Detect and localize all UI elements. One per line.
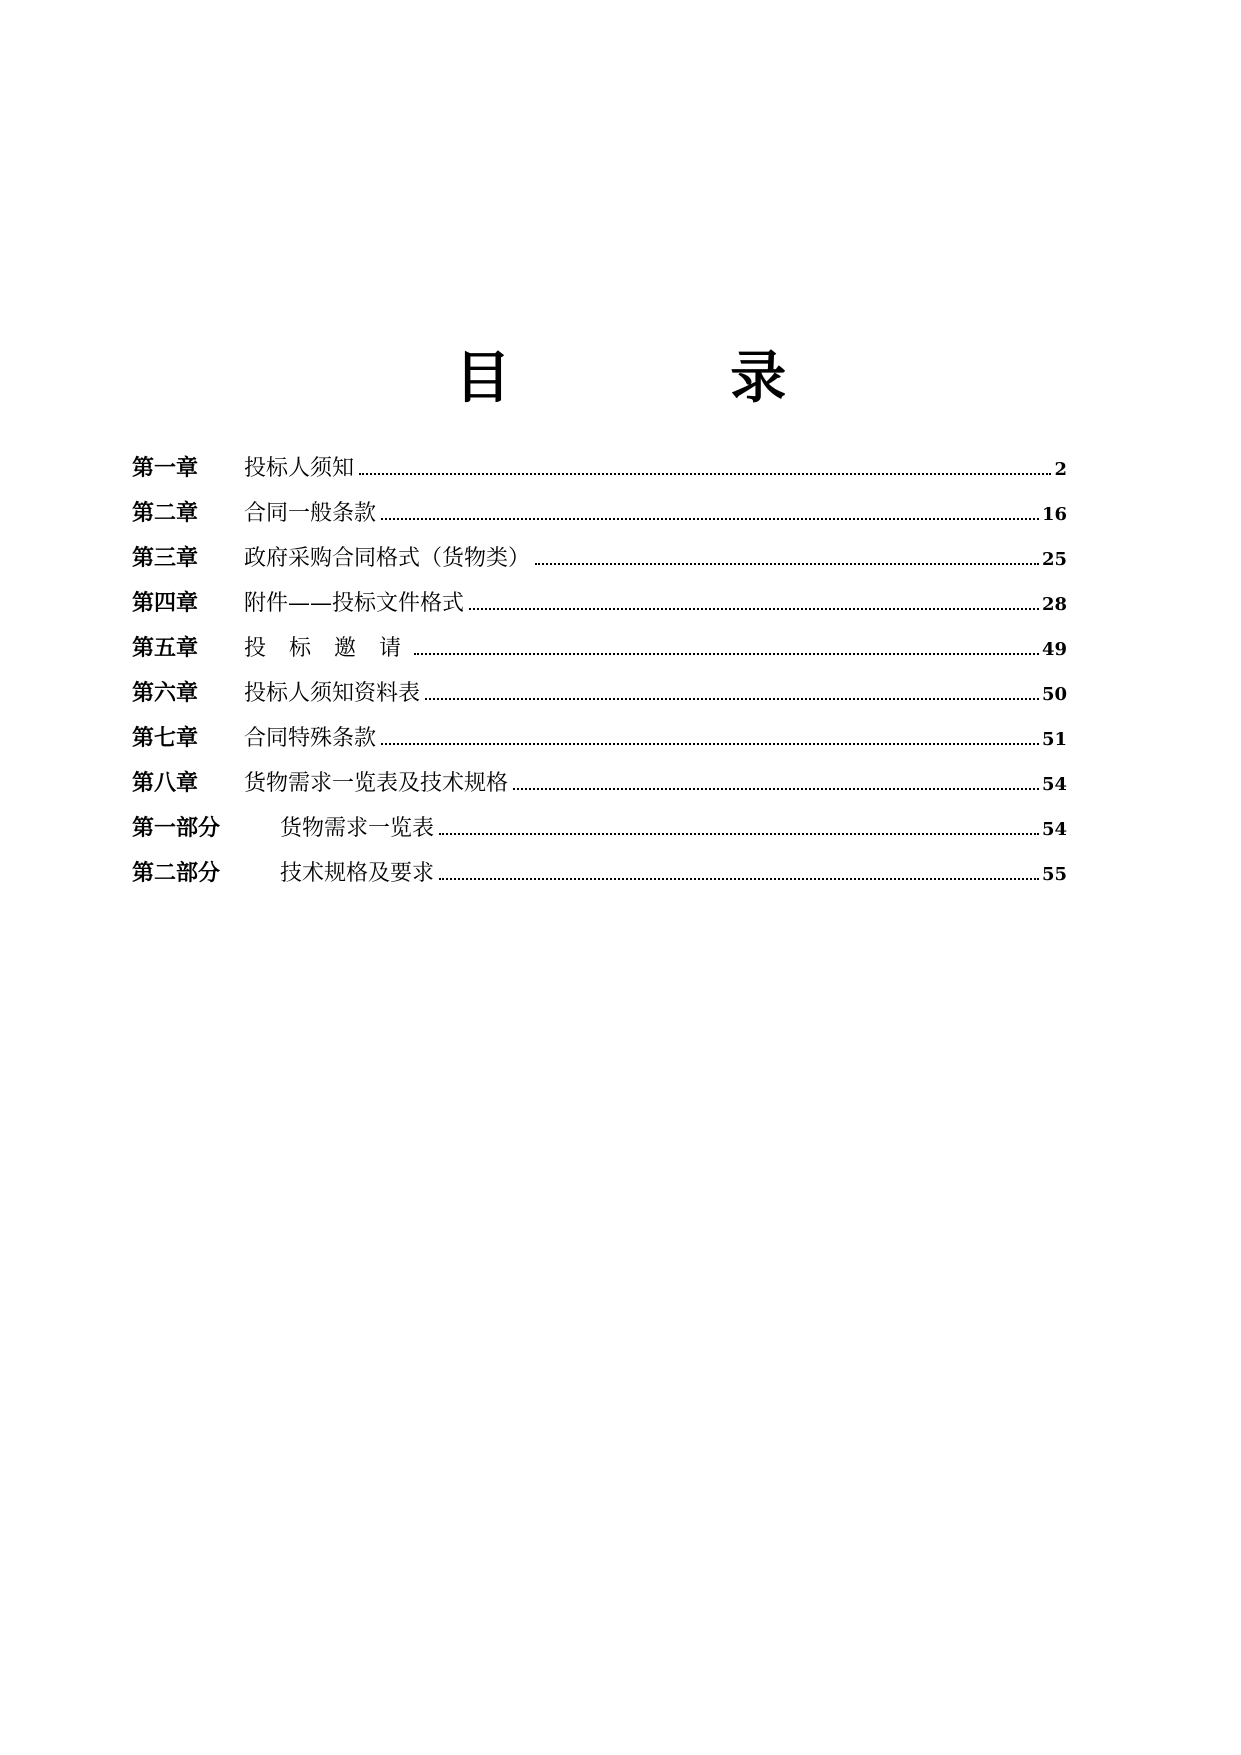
toc-entry-chapter-6[interactable] [132,677,1067,722]
toc-entry-label: 第一章 [132,455,199,481]
toc-entry-label: 第三章 [132,545,199,571]
toc-entry-chapter-5[interactable] [132,632,1067,677]
toc-dot-leader [414,635,1039,655]
toc-dot-leader [513,770,1039,790]
toc-entry-part-2[interactable] [132,857,1067,902]
toc-entry-page: 49 [1041,639,1067,660]
toc-entry-chapter-2[interactable] [132,497,1067,542]
toc-entry-label: 第六章 [132,680,199,706]
toc-entry-text: 货物需求一览表 [280,816,435,841]
toc-entry-page: 2 [1054,459,1067,480]
toc-entry-label: 第五章 [132,635,199,661]
toc-entry-page: 51 [1041,729,1067,750]
toc-entry-chapter-1[interactable] [132,452,1067,497]
toc-entry-label: 第八章 [132,770,199,796]
toc-dot-leader [381,725,1039,745]
toc-entry-label: 第四章 [132,590,199,616]
toc-entry-text: 合同特殊条款 [244,726,377,751]
toc-list [132,452,1067,902]
toc-dot-leader [469,590,1039,610]
toc-entry-page: 54 [1041,819,1067,840]
toc-entry-chapter-8[interactable] [132,767,1067,812]
toc-entry-page: 54 [1041,774,1067,795]
toc-dot-leader [535,545,1039,565]
toc-entry-page: 28 [1041,594,1067,615]
toc-entry-text: 货物需求一览表及技术规格 [244,771,509,796]
toc-dot-leader [425,680,1039,700]
toc-title: 目 录 [454,345,887,411]
toc-entry-chapter-7[interactable] [132,722,1067,767]
toc-entry-part-1[interactable] [132,812,1067,857]
toc-entry-text: 政府采购合同格式（货物类） [244,546,531,571]
toc-dot-leader [359,455,1051,475]
toc-entry-page: 50 [1041,684,1067,705]
toc-entry-text: 投标人须知资料表 [244,681,421,706]
toc-entry-page: 55 [1041,864,1067,885]
toc-dot-leader [439,815,1039,835]
toc-entry-label: 第二部分 [132,860,221,886]
toc-entry-text: 合同一般条款 [244,501,377,526]
toc-entry-chapter-4[interactable] [132,587,1067,632]
toc-entry-page: 25 [1041,549,1067,570]
toc-entry-label: 第二章 [132,500,199,526]
toc-entry-text: 附件——投标文件格式 [244,591,465,616]
toc-entry-chapter-3[interactable] [132,542,1067,587]
toc-dot-leader [439,860,1039,880]
toc-entry-label: 第七章 [132,725,199,751]
toc-entry-text: 投 标 邀 请 [244,636,409,661]
toc-entry-text: 投标人须知 [244,456,355,481]
toc-entry-label: 第一部分 [132,815,221,841]
toc-entry-page: 16 [1041,504,1067,525]
toc-entry-text: 技术规格及要求 [280,861,435,886]
toc-dot-leader [381,500,1039,520]
